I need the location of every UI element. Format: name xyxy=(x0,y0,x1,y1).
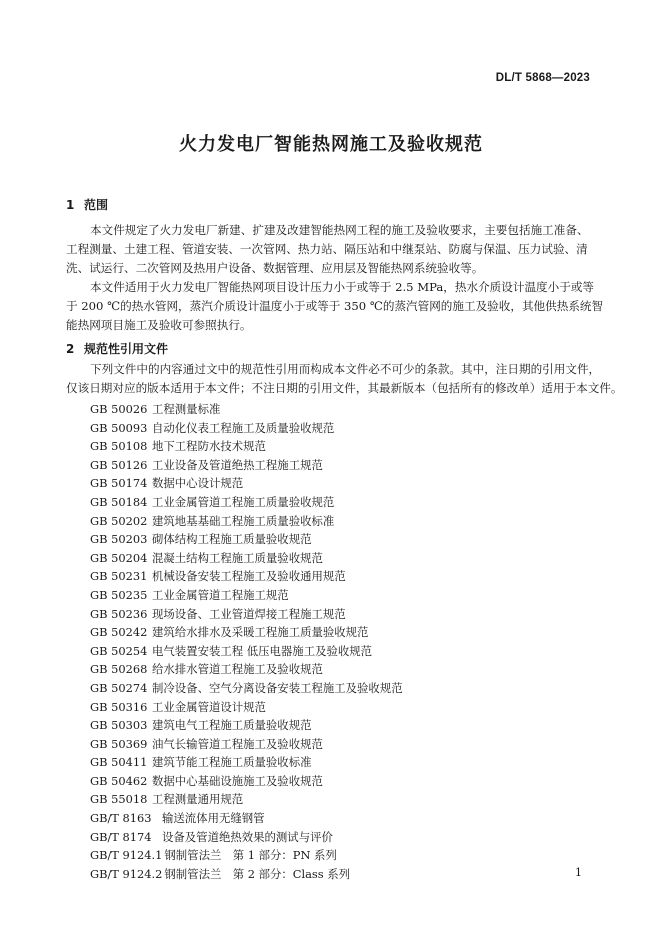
reference-code: GB/T 9124.1 xyxy=(90,848,163,863)
reference-code: GB 50202 xyxy=(90,513,148,528)
text-line: 下列文件中的内容通过文中的规范性引用而构成本文件必不可少的条款。其中，注日期的引用文件， xyxy=(90,362,601,376)
reference-code: GB 50411 xyxy=(90,755,148,770)
section-number: 1 xyxy=(66,198,75,212)
reference-name: 工程测量标准 xyxy=(152,402,221,416)
reference-name: 地下工程防水技术规范 xyxy=(152,439,266,454)
section-1-heading xyxy=(66,196,108,213)
text-line: 于 200 ℃的热水管网，蒸汽介质设计温度小于或等于 350 ℃的蒸汽管网的施工及验收，其他供热系统智 xyxy=(66,299,604,313)
document-title: 火力发电厂智能热网施工及验收规范 xyxy=(179,134,483,155)
reference-name: 砌体结构工程施工质量验收规范 xyxy=(152,532,312,547)
reference-name: 钢制管法兰 第 2 部分：Class 系列 xyxy=(164,866,351,881)
reference-item xyxy=(90,549,403,568)
reference-code: GB 50236 xyxy=(90,606,148,621)
reference-item xyxy=(90,512,403,531)
reference-name: 数据中心基础设施施工及验收规范 xyxy=(152,773,323,788)
reference-item xyxy=(90,567,403,586)
reference-code: GB/T 8174 xyxy=(90,829,152,844)
reference-code: GB 55018 xyxy=(90,792,148,807)
reference-item xyxy=(90,642,403,661)
reference-code: GB 50108 xyxy=(90,439,148,454)
reference-name: 数据中心设计规范 xyxy=(152,476,244,491)
reference-code: GB 50231 xyxy=(90,569,148,584)
reference-name: 建筑地基基础工程施工质量验收标准 xyxy=(152,513,335,528)
reference-code: GB 50126 xyxy=(90,457,148,472)
text-line: 洗、试运行、二次管网及热用户设备、数据管理、应用层及智能热网系统验收等。 xyxy=(66,261,484,275)
reference-item xyxy=(90,456,403,475)
reference-code: GB/T 8163 xyxy=(90,811,152,826)
reference-code: GB 50026 xyxy=(90,402,148,416)
reference-item xyxy=(90,605,403,624)
text-line: 本文件规定了火力发电厂新建、扩建及改建智能热网工程的施工及验收要求，主要包括施工准备、 xyxy=(90,223,589,237)
reference-item xyxy=(90,753,403,772)
reference-name: 工业金属管道工程施工规范 xyxy=(152,587,289,602)
reference-item xyxy=(90,586,403,605)
reference-code: GB 50235 xyxy=(90,587,148,602)
reference-item xyxy=(90,828,403,847)
reference-item xyxy=(90,437,403,456)
reference-code: GB 50274 xyxy=(90,680,148,695)
reference-name: 自动化仪表工程施工及质量验收规范 xyxy=(152,420,335,435)
section-2-paragraph-1 xyxy=(66,360,623,398)
section-title: 规范性引用文件 xyxy=(84,342,169,356)
reference-name: 输送流体用无缝钢管 xyxy=(162,811,265,826)
reference-name: 电气装置安装工程 低压电器施工及验收规范 xyxy=(152,643,373,658)
reference-item xyxy=(90,419,403,438)
reference-item xyxy=(90,716,403,735)
text-line: 本文件适用于火力发电厂智能热网项目设计压力小于或等于 2.5 MPa，热水介质设计温度小于或等 xyxy=(90,280,595,294)
reference-item xyxy=(90,809,403,828)
reference-name: 给水排水管道工程施工及验收规范 xyxy=(152,662,323,677)
reference-code: GB 50203 xyxy=(90,532,148,547)
reference-name: 油气长输管道工程施工及验收规范 xyxy=(152,736,323,751)
reference-code: GB/T 9124.2 xyxy=(90,866,163,881)
section-1-paragraph-2 xyxy=(66,278,604,335)
reference-code: GB 50462 xyxy=(90,773,148,788)
reference-name: 工业金属管道设计规范 xyxy=(152,699,266,714)
section-1-paragraph-1 xyxy=(66,221,596,278)
section-2-heading xyxy=(66,340,168,357)
reference-name: 工业设备及管道绝热工程施工规范 xyxy=(152,457,323,472)
reference-code: GB 50303 xyxy=(90,718,148,733)
reference-code: GB 50369 xyxy=(90,736,148,751)
reference-code: GB 50254 xyxy=(90,643,148,658)
reference-name: 现场设备、工业管道焊接工程施工规范 xyxy=(152,606,346,621)
page-number: 1 xyxy=(575,866,582,879)
reference-item xyxy=(90,698,403,717)
section-title: 范围 xyxy=(84,198,109,212)
reference-name: 钢制管法兰 第 1 部分：PN 系列 xyxy=(164,848,337,863)
reference-code: GB 50242 xyxy=(90,625,148,640)
reference-code: GB 50316 xyxy=(90,699,148,714)
reference-code: GB 50093 xyxy=(90,420,148,435)
reference-name: 机械设备安装工程施工及验收通用规范 xyxy=(152,569,346,584)
reference-item xyxy=(90,530,403,549)
reference-code: GB 50204 xyxy=(90,550,148,565)
reference-code: GB 50184 xyxy=(90,494,148,509)
reference-item xyxy=(90,660,403,679)
text-line: 仅该日期对应的版本适用于本文件；不注日期的引用文件，其最新版本（包括所有的修改单）适用于本文件。 xyxy=(66,381,623,395)
reference-item xyxy=(90,846,403,865)
reference-item xyxy=(90,790,403,809)
reference-item xyxy=(90,679,403,698)
reference-name: 混凝土结构工程施工质量验收规范 xyxy=(152,550,323,565)
reference-name: 工程测量通用规范 xyxy=(152,792,244,807)
reference-name: 建筑电气工程施工质量验收规范 xyxy=(152,718,312,733)
reference-name: 建筑节能工程施工质量验收标准 xyxy=(152,755,312,770)
reference-item xyxy=(90,772,403,791)
normative-references-list xyxy=(90,400,403,883)
document-header-code: DL/T 5868—2023 xyxy=(495,72,590,84)
reference-item xyxy=(90,400,403,419)
reference-item xyxy=(90,865,403,884)
section-number: 2 xyxy=(66,342,75,356)
reference-name: 工业金属管道工程施工质量验收规范 xyxy=(152,494,335,509)
reference-code: GB 50268 xyxy=(90,662,148,677)
text-line: 能热网项目施工及验收可参照执行。 xyxy=(66,318,252,332)
reference-item xyxy=(90,735,403,754)
reference-code: GB 50174 xyxy=(90,476,148,491)
reference-item xyxy=(90,623,403,642)
reference-name: 设备及管道绝热效果的测试与评价 xyxy=(162,829,333,844)
text-line: 工程测量、土建工程、管道安装、一次管网、热力站、隔压站和中继泵站、防腐与保温、压力试验、清 xyxy=(66,242,588,256)
reference-item xyxy=(90,474,403,493)
reference-name: 制冷设备、空气分离设备安装工程施工及验收规范 xyxy=(152,680,403,695)
reference-name: 建筑给水排水及采暖工程施工质量验收规范 xyxy=(152,625,369,640)
reference-item xyxy=(90,493,403,512)
